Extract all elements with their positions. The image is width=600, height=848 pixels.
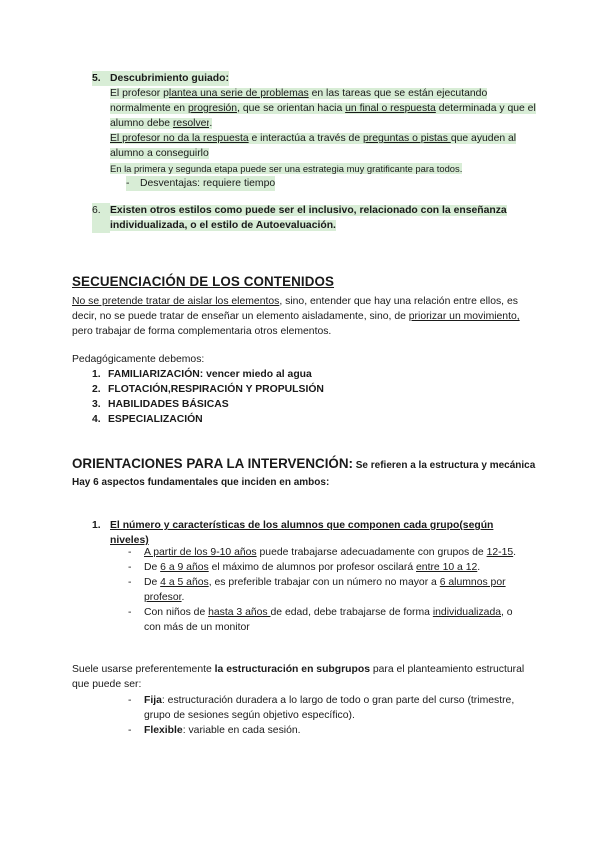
list-item: - Fija: estructuración duradera a lo largo de todo o gran parte del curso (trimestre, grupo de sesiones según objetivo específico).: [128, 695, 515, 721]
list-item: - Con niños de hasta 3 años de edad, debe trabajarse de forma individualizada, o con más de un monitor: [128, 607, 513, 633]
subgroup-paragraph: Suele usarse preferentemente la estructuración en subgrupos para el planteamiento estructural que puede ser:: [72, 664, 525, 690]
list-item: - Flexible: variable en cada sesión.: [128, 725, 301, 736]
list-item: - A partir de los 9-10 años puede trabajarse adecuadamente con grupos de 12-15.: [128, 547, 517, 558]
list-item: 1. FAMILIARIZACIÓN: vencer miedo al agua: [92, 369, 312, 380]
aspects-line: Hay 6 aspectos fundamentales que inciden en ambos:: [72, 477, 330, 488]
item-5-paragraph-1: El profesor plantea una serie de problemas en las tareas que se están ejecutando normalmente en progresión, que se orientan hacia un final o respuesta determinada y que el alumno debe resolver.: [110, 88, 536, 129]
age-group-bullets: [128, 545, 528, 635]
item-6-text: Existen otros estilos como puede ser el inclusivo, relacionado con la enseñanza individualizada, o el estilo de Autoevaluación.: [110, 205, 507, 231]
criterion-text: El número y características de los alumnos que componen cada grupo(según niveles): [110, 520, 494, 546]
item-number: 5.: [92, 71, 110, 86]
criterion-number: 1.: [92, 520, 101, 531]
list-item: 4. ESPECIALIZACIÓN: [92, 414, 203, 425]
disadvantage-bullet: - Desventajas: requiere tiempo: [126, 178, 276, 189]
item-5-paragraph-2: El profesor no da la respuesta e interactúa a través de preguntas o pistas que ayuden al alumno a conseguirlo: [110, 133, 517, 159]
item-title: Descubrimiento guiado:: [110, 73, 229, 84]
criterion-1: [92, 518, 532, 548]
item-number: 6.: [92, 203, 110, 233]
item-5-paragraph-3: En la primera y segunda etapa puede ser una estrategia muy gratificante para todos.: [110, 163, 463, 174]
item-6-other-styles: [92, 203, 542, 233]
list-item: 2. FLOTACIÓN,RESPIRACIÓN Y PROPULSIÓN: [92, 384, 324, 395]
section-title-orientaciones: ORIENTACIONES PARA LA INTERVENCIÓN:: [72, 456, 353, 471]
secuenciacion-intro: No se pretende tratar de aislar los elementos, sino, entender que hay una relación entre ellos, es decir, no se puede tratar de enseñar un elemento aisladamente, sino, de priorizar un movimiento, pero trabajar de forma complementaria otros elementos.: [72, 296, 520, 337]
list-item: - De 6 a 9 años el máximo de alumnos por profesor oscilará entre 10 a 12.: [128, 562, 481, 573]
orientaciones-heading: [72, 456, 542, 490]
section-subtitle: Se refieren a la estructura y mecánica: [352, 460, 536, 471]
list-item: 3. HABILIDADES BÁSICAS: [92, 399, 229, 410]
list-item: - De 4 a 5 años, es preferible trabajar con un número no mayor a 6 alumnos por profesor.: [128, 577, 506, 603]
content-steps-list: [92, 367, 324, 427]
structure-mode-bullets: [128, 693, 528, 738]
item-5-guided-discovery: [92, 71, 542, 191]
pedagogical-lead: Pedagógicamente debemos:: [72, 354, 205, 365]
section-title-secuenciacion: SECUENCIACIÓN DE LOS CONTENIDOS: [72, 274, 335, 289]
item-5-heading: [92, 71, 542, 86]
